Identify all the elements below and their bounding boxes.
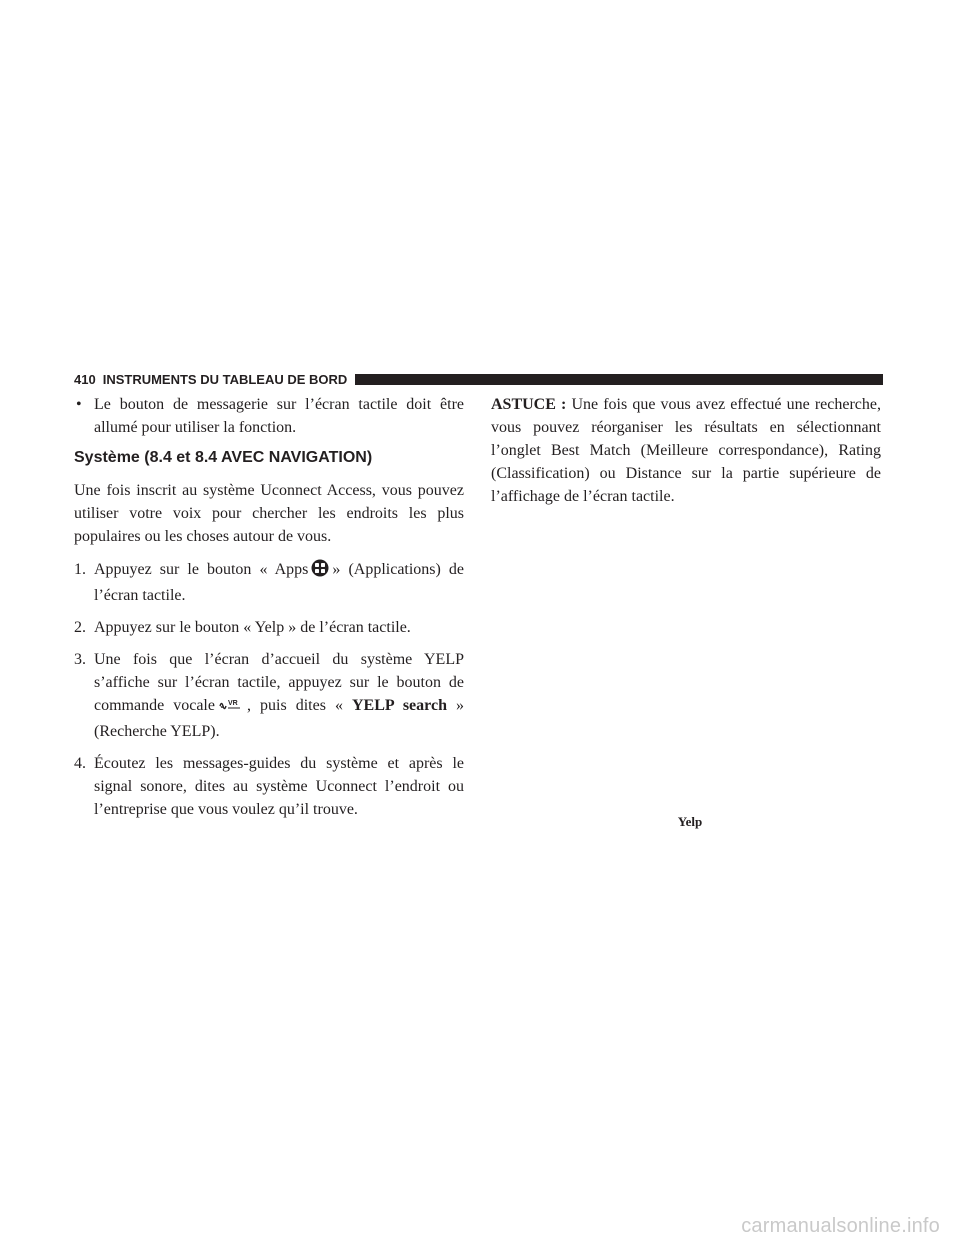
step-text: Appuyez sur le bouton « Yelp » de l’écran tactile. [94, 619, 411, 636]
step-text [94, 558, 464, 607]
apps-icon [311, 559, 329, 584]
step-text-before: Une fois que l’écran d’accueil du système YELP s’affiche sur l’écran tactile, appuyez sur le bouton de commande vocale [94, 651, 464, 714]
page-header [74, 368, 883, 390]
header-rule [355, 374, 883, 385]
bullet-text: Le bouton de messagerie sur l’écran tactile doit être allumé pour utiliser la fonction. [94, 396, 464, 436]
step-item [74, 752, 464, 821]
step-item [74, 616, 464, 639]
step-text: Écoutez les messages-guides du système et après le signal sonore, dites au système Uconnect l’endroit ou l’entreprise que vous voulez qu’il trouve. [94, 755, 464, 818]
bullet-item [74, 393, 464, 439]
step-number: 2. [74, 619, 86, 636]
left-column [74, 393, 464, 830]
figure-caption: Yelp [677, 814, 703, 829]
step-text-before: Appuyez sur le bouton « Apps [94, 561, 309, 578]
step-command: YELP search [352, 697, 447, 714]
step-text-after: » (Recherche YELP). [94, 697, 464, 740]
step-number: 3. [74, 651, 86, 668]
bullet-mark: • [76, 396, 82, 413]
tip-paragraph [491, 393, 881, 508]
watermark: carmanualsonline.info [741, 1215, 940, 1237]
intro-paragraph: Une fois inscrit au système Uconnect Access, vous pouvez utiliser votre voix pour chercher les endroits les plus populaires ou les choses autour de vous. [74, 482, 464, 545]
chapter-title: INSTRUMENTS DU TABLEAU DE BORD [102, 371, 348, 387]
step-text-after: » (Applications) de l’écran tactile. [94, 561, 465, 604]
page-number: 410 [74, 371, 96, 387]
step-item [74, 558, 464, 607]
section-title: Système (8.4 et 8.4 AVEC NAVIGATION) [74, 449, 373, 466]
step-text [94, 648, 464, 743]
tip-label: ASTUCE : [491, 396, 567, 413]
step-item [74, 648, 464, 743]
svg-text:VR: VR [227, 700, 238, 707]
step-number: 1. [74, 561, 86, 578]
tip-text: Une fois que vous avez effectué une recherche, vous pouvez réorganiser les résultats en sélectionnant l’onglet Best Match (Meilleure correspondance), Rating (Classification) ou Distance sur la partie supérieure de l’affichage de l’écran tactile. [491, 396, 881, 505]
voice-command-icon [218, 697, 244, 720]
step-number: 4. [74, 755, 86, 772]
right-column [491, 393, 881, 508]
step-text-middle: , puis dites « [246, 697, 343, 714]
